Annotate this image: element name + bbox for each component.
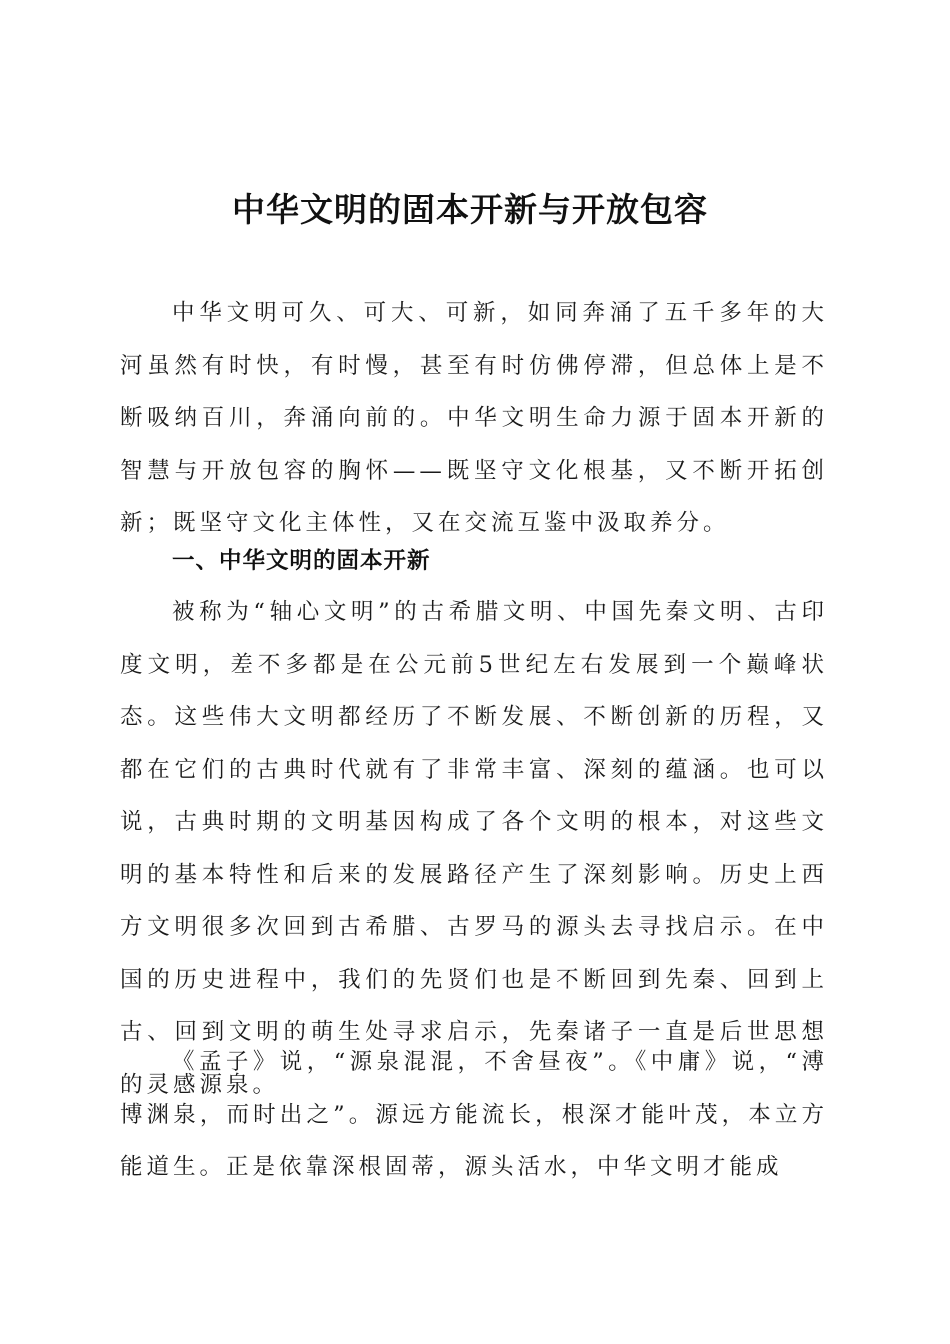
section-paragraph-2: 《孟子》说，“源泉混混，不舍昼夜”。《中庸》说，“溥博渊泉，而时出之”。源远方能流长，根深才能叶茂，本立方能道生。正是依靠深根固蒂，源头活水，中华文明才能成 bbox=[120, 1049, 828, 1180]
intro-paragraph: 中华文明可久、可大、可新，如同奔涌了五千多年的大河虽然有时快，有时慢，甚至有时仿佛停滞，但总体上是不断吸纳百川，奔涌向前的。中华文明生命力源于固本开新的智慧与开放包容的胸怀——既坚守文化根基，又不断开拓创新；既坚守文化主体性，又在交流互鉴中汲取养分。 bbox=[120, 300, 828, 536]
document-title: 中华文明的固本开新与开放包容 bbox=[232, 190, 708, 229]
section-heading: 一、中华文明的固本开新 bbox=[172, 548, 431, 574]
section-paragraph-1: 被称为“轴心文明”的古希腊文明、中国先秦文明、古印度文明，差不多都是在公元前5世纪左右发展到一个巅峰状态。这些伟大文明都经历了不断发展、不断创新的历程，又都在它们的古典时代就有了非常丰富、深刻的蕴涵。也可以说，古典时期的文明基因构成了各个文明的根本，对这些文明的基本特性和后来的发展路径产生了深刻影响。历史上西方文明很多次回到古希腊、古罗马的源头去寻找启示。在中国的历史进程中，我们的先贤们也是不断回到先秦、回到上古、回到文明的萌生处寻求启示，先秦诸子一直是后世思想的灵感源泉。 bbox=[120, 599, 828, 1098]
